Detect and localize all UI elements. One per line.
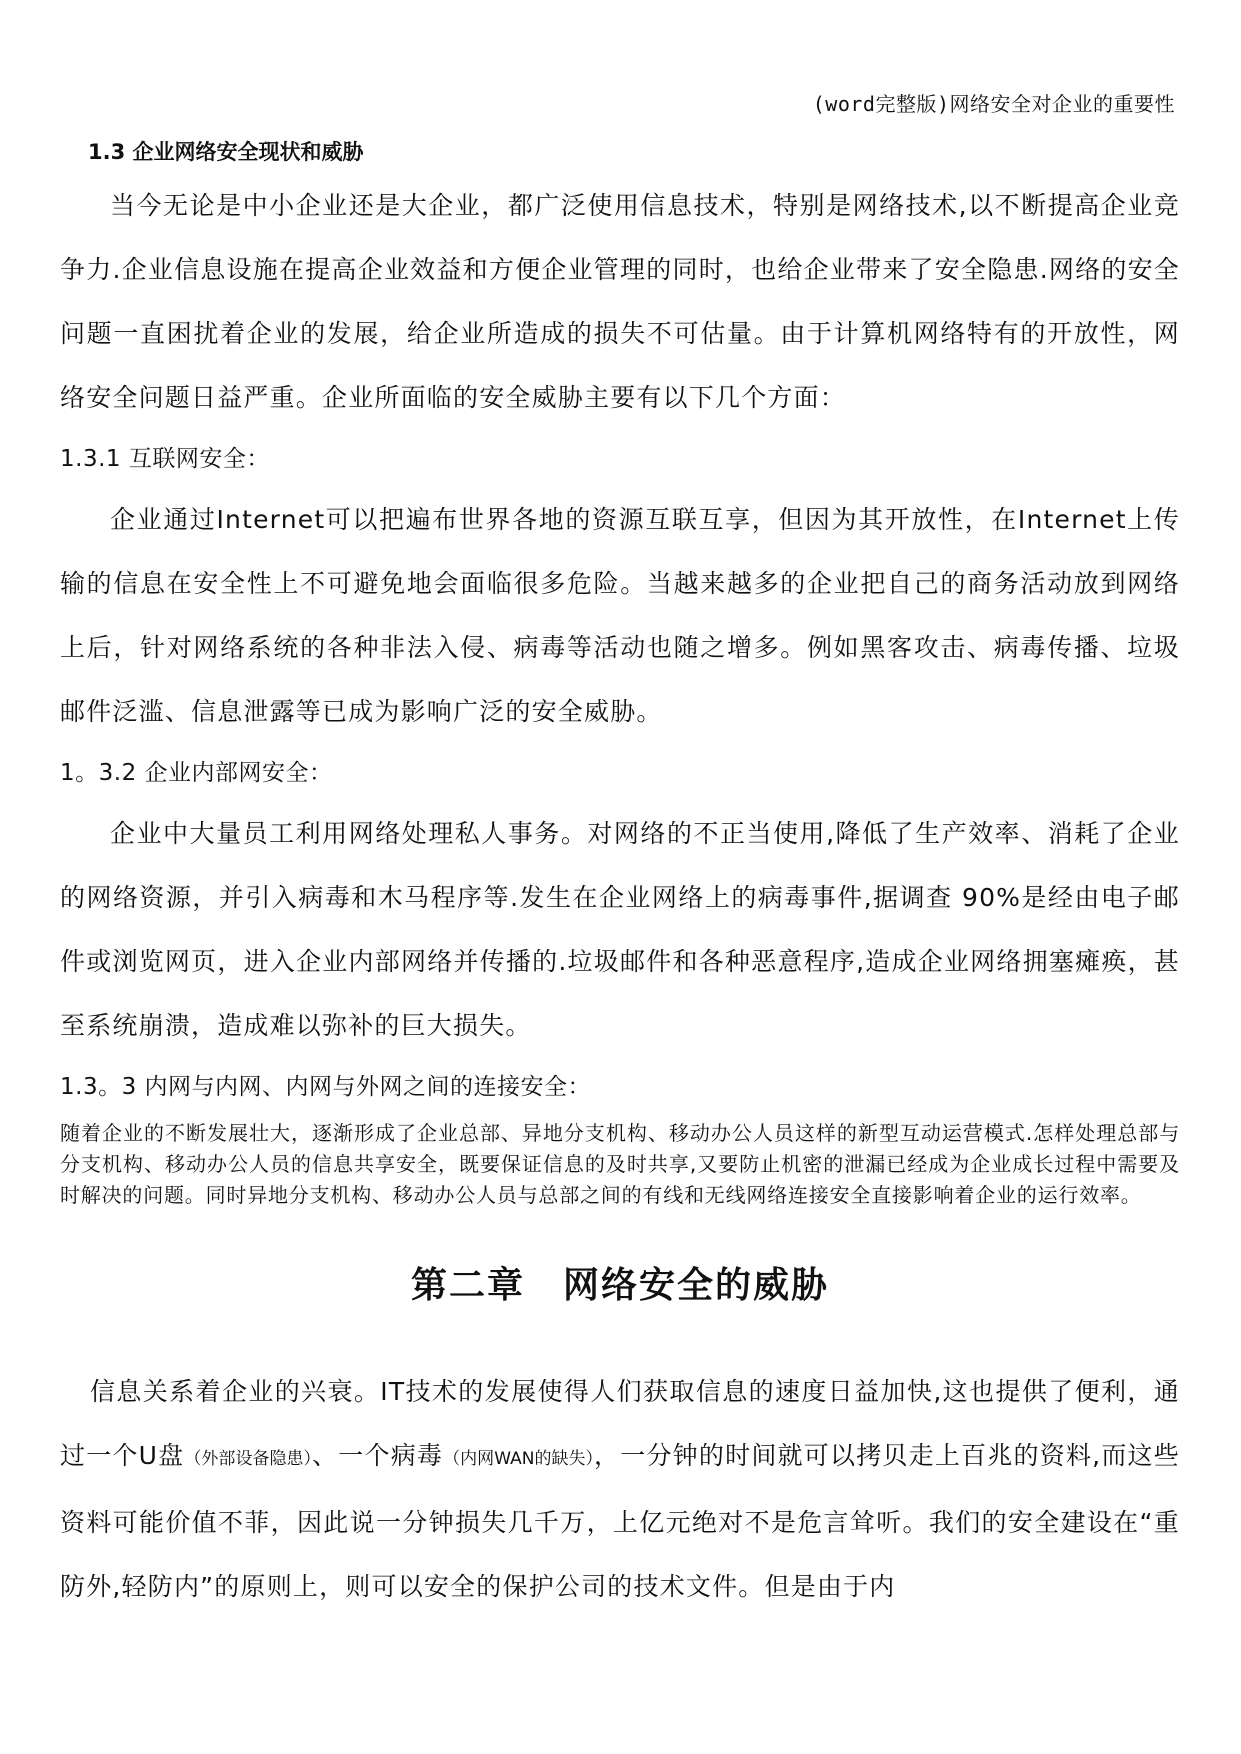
chapter-2-note-intranet-wan: （内网WAN的缺失） [443, 1449, 595, 1469]
chapter-2-title [60, 1257, 1180, 1308]
chapter-2-name: 网络安全的威胁 [563, 1264, 830, 1306]
section-1-3-3-body: 随着企业的不断发展壮大，逐渐形成了企业总部、异地分支机构、移动办公人员这样的新型互动运营模式.怎样处理总部与分支机构、移动办公人员的信息共享安全，既要保证信息的及时共享,又要防止机密的泄漏已经成为企业成长过程中需要及时解决的问题。同时异地分支机构、移动办公人员与总部之间的有线和无线网络连接安全直接影响着企业的运行效率。 [60, 1121, 1180, 1207]
section-heading-1-3: 1.3 企业网络安全现状和威胁 [88, 140, 364, 164]
document-body [60, 132, 1180, 1619]
section-heading-1-3-3: 1.3。3 内网与内网、内网与外网之间的连接安全： [60, 1074, 592, 1100]
chapter-2-body-part2: 、一个病毒 [312, 1441, 444, 1470]
section-heading-1-3-2: 1。3.2 企业内部网安全： [60, 760, 333, 786]
section-heading-1-3-1: 1.3.1 互联网安全： [60, 446, 270, 472]
section-1-3-1-body: 企业通过Internet可以把遍布世界各地的资源互联互享，但因为其开放性，在Internet上传输的信息在安全性上不可避免地会面临很多危险。当越来越多的企业把自己的商务活动放到网络上后，针对网络系统的各种非法入侵、病毒等活动也随之增多。例如黑客攻击、病毒传播、垃圾邮件泛滥、信息泄露等已成为影响广泛的安全威胁。 [60, 505, 1180, 726]
section-1-3-intro: 当今无论是中小企业还是大企业，都广泛使用信息技术，特别是网络技术,以不断提高企业竞争力.企业信息设施在提高企业效益和方便企业管理的同时，也给企业带来了安全隐患.网络的安全问题一直困扰着企业的发展，给企业所造成的损失不可估量。由于计算机网络特有的开放性，网络安全问题日益严重。企业所面临的安全威胁主要有以下几个方面： [60, 191, 1180, 412]
chapter-2-number: 第二章 [410, 1264, 525, 1306]
chapter-2-body [60, 1360, 1180, 1619]
chapter-2-body-part1: 信息关系着企业的兴衰。IT技术的发展使得人们获取信息的速度日益加快,这也提供了便利，通过一个U盘 [60, 1377, 1180, 1470]
running-header: (word完整版)网络安全对企业的重要性 [812, 92, 1175, 116]
section-1-3-2-body: 企业中大量员工利用网络处理私人事务。对网络的不正当使用,降低了生产效率、消耗了企业的网络资源，并引入病毒和木马程序等.发生在企业网络上的病毒事件,据调查 90%是经由电子邮件或浏览网页，进入企业内部网络并传播的.垃圾邮件和各种恶意程序,造成企业网络拥塞瘫痪，甚至系统崩溃，造成难以弥补的巨大损失。 [60, 819, 1180, 1040]
chapter-2-note-external-device: （外部设备隐患） [184, 1449, 313, 1469]
chapter-2-body-part3: ，一分钟的时间就可以拷贝走上百兆的资料,而这些资料可能价值不菲，因此说一分钟损失几千万，上亿元绝对不是危言耸听。我们的安全建设在“重防外,轻防内”的原则上，则可以安全的保护公司的技术文件。但是由于内 [60, 1441, 1180, 1601]
